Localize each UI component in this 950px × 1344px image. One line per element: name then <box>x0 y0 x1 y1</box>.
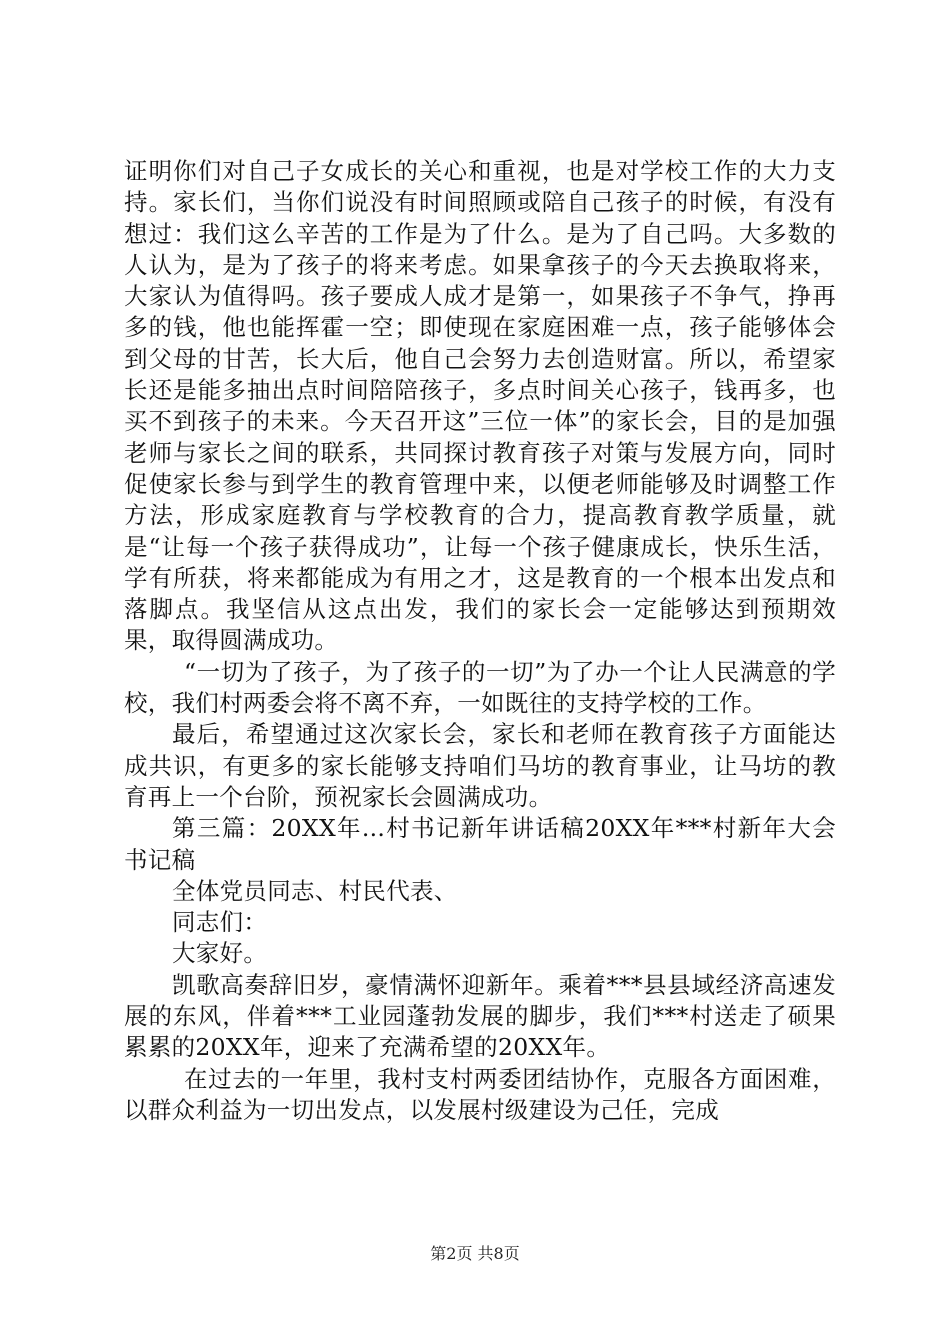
paragraph-for-the-children: “一切为了孩子，为了孩子的一切”为了办一个让人民满意的学校，我们村两委会将不离不弃，一如既往的支持学校的工作。 <box>124 657 836 718</box>
paragraph-closing-wishes: 最后，希望通过这次家长会，家长和老师在教育孩子方面能达成共识，有更多的家长能够支持咱们马坊的教育事业，让马坊的教育再上一个台阶，预祝家长会圆满成功。 <box>124 720 836 811</box>
greeting-hello: 大家好。 <box>172 939 268 968</box>
paragraph-parent-meeting-support: 证明你们对自己子女成长的关心和重视，也是对学校工作的大力支持。家长们，当你们说没有时间照顾或陪自己孩子的时候，有没有想过：我们这么辛苦的工作是为了什么。是为了自己吗。大多数的人认为，是为了孩子的将来考虑。如果拿孩子的今天去换取将来，大家认为值得吗。孩子要成人成才是第一，如果孩子不争气，挣再多的钱，他也能挥霍一空；即使现在家庭困难一点，孩子能够体会到父母的甘苦，长大后，他自己会努力去创造财富。所以，希望家长还是能多抽出点时间陪陪孩子，多点时间关心孩子，钱再多，也买不到孩子的未来。今天召开这”三位一体”的家长会，目的是加强老师与家长之间的联系，共同探讨教育孩子对策与发展方向，同时促使家长参与到学生的教育管理中来，以便老师能够及时调整工作方法，形成家庭教育与学校教育的合力，提高教育教学质量，就是“让每一个孩子获得成功”，让每一个孩子健康成长，快乐生活，学有所获，将来都能成为有用之才，这是教育的一个根本出发点和落脚点。我坚信从这点出发，我们的家长会一定能够达到预期效果，取得圆满成功。 <box>124 157 836 655</box>
page-number-footer: 第2页 共8页 <box>430 1244 520 1263</box>
salutation-comrades: 同志们： <box>172 908 268 937</box>
document-body <box>124 156 836 1126</box>
salutation-party-members: 全体党员同志、村民代表、 <box>172 876 458 905</box>
paragraph-past-year-review: 在过去的一年里，我村支村两委团结协作，克服各方面困难，以群众利益为一切出发点，以发展村级建设为己任，完成 <box>124 1064 836 1124</box>
section-heading-part-three: 第三篇：20XX年...村书记新年讲话稿20XX年***村新年大会书记稿 <box>124 814 836 874</box>
paragraph-new-year-opening: 凯歌高奏辞旧岁，豪情满怀迎新年。乘着***县县域经济高速发展的东风，伴着***工业园蓬勃发展的脚步，我们***村送走了硕果累累的20XX年，迎来了充满希望的20XX年。 <box>124 970 836 1062</box>
